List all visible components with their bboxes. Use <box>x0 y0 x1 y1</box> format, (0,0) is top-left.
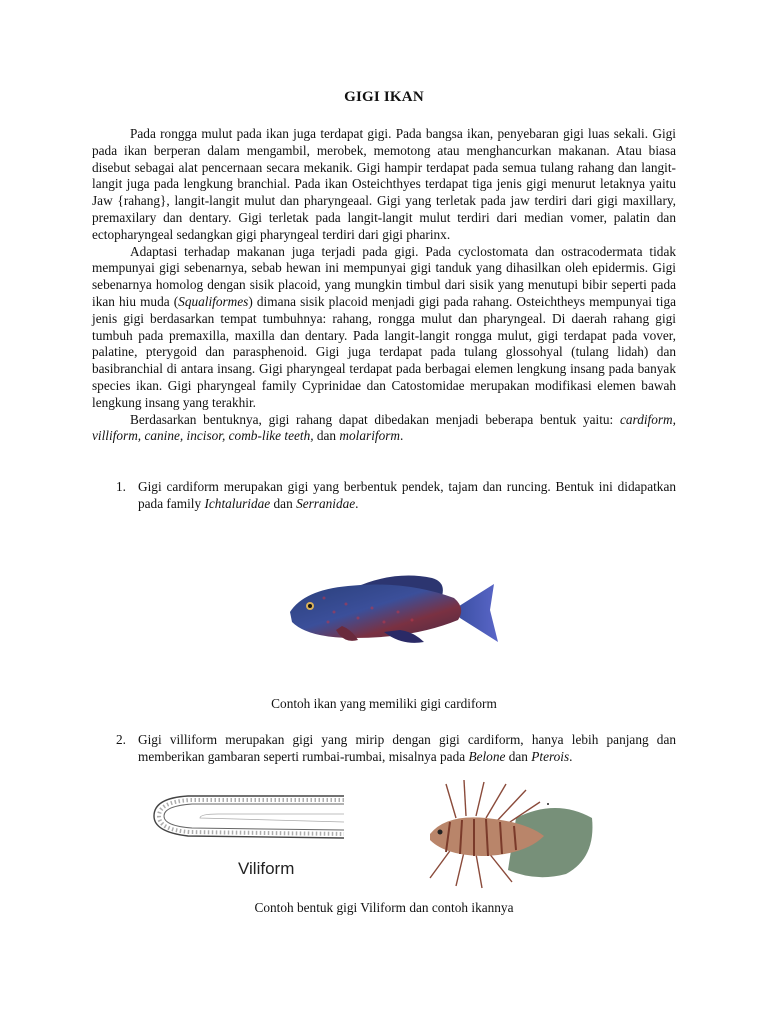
list-item-mid: dan <box>270 495 297 511</box>
paragraph-3 <box>92 412 676 446</box>
list-number: 2. <box>116 732 126 747</box>
list-item-italic-1: Ichtaluridae <box>204 495 271 511</box>
page-title: GIGI IKAN <box>344 89 424 105</box>
list-number: 1. <box>116 479 126 494</box>
paragraph-2 <box>92 244 676 412</box>
paragraph-1 <box>92 126 676 244</box>
viliform-label: Viliform <box>238 859 295 878</box>
caption-cardiform: Contoh ikan yang memiliki gigi cardiform <box>271 696 497 711</box>
list-item-italic-2: Pterois <box>531 748 570 764</box>
paragraph-3-text-a: Berdasarkan bentuknya, gigi rahang dapat dibedakan menjadi beberapa bentuk yaitu: <box>130 411 620 427</box>
list-item-italic-2: Serranidae <box>296 495 356 511</box>
lionfish-eye <box>438 830 443 835</box>
paragraph-3-mid: dan <box>313 428 340 444</box>
caption-viliform: Contoh bentuk gigi Viliform dan contoh ikannya <box>254 900 514 915</box>
paragraph-3-italic-1: cardiform, villiform, canine, incisor, comb-like teeth, <box>92 411 676 444</box>
paragraph-2-text-a: Adaptasi terhadap makanan juga terjadi pada gigi. Pada cyclostomata dan ostracodermata tidak mempunyai gigi sebenarnya, sebab hewan ini mempunyai gigi tanduk yang dihasilkan oleh epidermis. Gigi sebenarnya homolog dengan sisik placoid, yang mungkin timbul dari sisik yang menutupi bibir seperti pada ikan hiu muda ( <box>92 243 676 309</box>
fish-body <box>290 585 461 639</box>
list-item-italic-1: Belone <box>468 748 506 764</box>
body-text <box>92 126 676 445</box>
list-item-2 <box>92 732 676 766</box>
paragraph-1-text: Pada rongga mulut pada ikan juga terdapat gigi. Pada bangsa ikan, penyebaran gigi luas sekali. Gigi pada ikan berperan dalam mengambil, merobek, memotong atau menghancurkan makanan. Atau biasa disebut sebagai alat pencernaan secara mekanik. Gigi hampir terdapat pada semua tulang rahang dan langit-langit juga pada lengkung branchial. Pada ikan Osteichthyes terdapat tiga jenis gigi menurut letaknya yaitu Jaw {rahang}, langit-langit mulut dan pharyngeaal. Gigi yang terletak pada jaw terdiri dari gigi maxillary, premaxilary dan dentary. Gigi terletak pada langit-langit mulut terdiri dari median vomer, palatin dan ectopharyngeal sedangkan gigi pharyngeal terdiri dari gigi pharinx. <box>92 126 676 242</box>
list-item <box>92 732 676 766</box>
paragraph-3-italic-2: molariform <box>339 428 401 444</box>
list-item-end: . <box>569 748 573 764</box>
paragraph-2-text-b: ) dimana sisik placoid menjadi gigi pada rahang. Osteichtheys mempunyai tiga jenis gigi berdasarkan tempat tumbuhnya: rahang, rongga mulut dan pharyngeal. Di daerah rahang gigi tumbuh pada premaxilla, maxilla dan dentary. Pada langit-langit rongga mulut, gigi terdapat pada vover, palatine, pterygoid dan parasphenoid. Gigi juga terdapat pada tulang glossohyal (tulang lidah) dan basibranchial di antara insang. Gigi pharyngeal terdapat pada berbagai elemen lengkung insang pada banyak species ikan. Gigi pharyngeal family Cyprinidae dan Catostomidae merupakan modifikasi elemen bawah lengkung insang yang terakhir. <box>92 293 676 410</box>
fish-tail <box>456 584 498 642</box>
cardiform-fish-image <box>284 568 502 652</box>
list-item-text: Gigi villiform merupakan gigi yang mirip dengan gigi cardiform, hanya lebih panjang dan memberikan gambaran seperti rumbai-rumbai, misalnya pada <box>138 732 676 764</box>
paragraph-2-italic: Squaliformes <box>178 293 249 309</box>
paragraph-3-end: . <box>400 428 404 444</box>
viliform-teeth-diagram <box>148 782 348 882</box>
list-item-end: . <box>355 495 359 511</box>
list-item-text: Gigi cardiform merupakan gigi yang berbentuk pendek, tajam dan runcing. Bentuk ini didapatkan pada family <box>138 479 676 511</box>
pterois-fish-image <box>416 778 600 890</box>
list-item-1 <box>92 479 676 513</box>
list-item-mid: dan <box>505 748 532 764</box>
list-item <box>92 479 676 513</box>
